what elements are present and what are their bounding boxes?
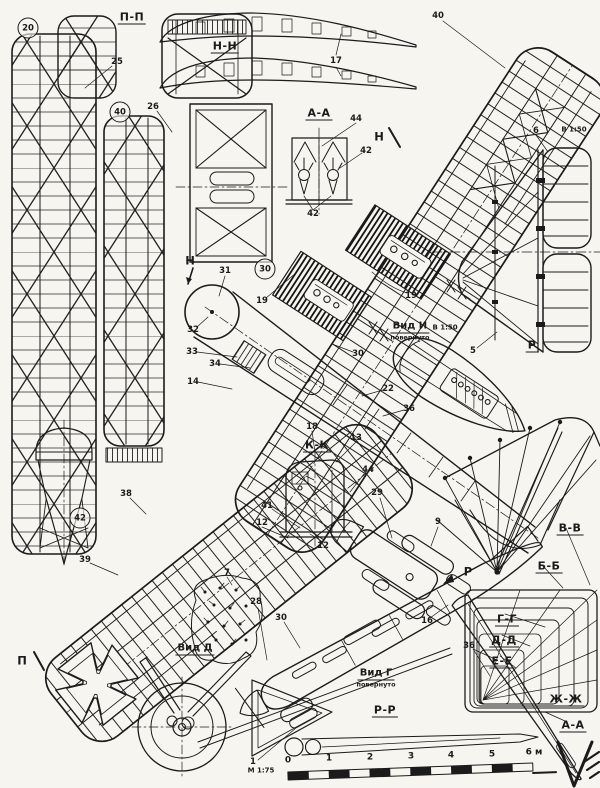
callout: 12 bbox=[317, 540, 329, 551]
callout: 41 bbox=[261, 500, 273, 511]
section-label-zh-zh: Ж-Ж bbox=[549, 692, 583, 706]
callout: 29 bbox=[371, 487, 383, 498]
circled-callout-40: 40 bbox=[110, 102, 131, 123]
scale-tick-1: 1 bbox=[325, 753, 333, 764]
circled-callout-42: 42 bbox=[70, 508, 91, 529]
callout: 7 bbox=[224, 567, 230, 578]
cut-letter-n-1: Н bbox=[185, 253, 195, 268]
view-label-g bbox=[356, 668, 395, 689]
callout: 42 bbox=[360, 145, 372, 156]
view-label-i bbox=[390, 321, 457, 342]
scale-tick-5: 5 bbox=[488, 749, 496, 760]
section-label-r-r: Р-Р bbox=[373, 703, 397, 717]
section-label-a-a-top: А-А bbox=[307, 106, 331, 120]
callout: 30 bbox=[275, 612, 287, 623]
view-i-sub: повернуто bbox=[390, 333, 430, 342]
section-label-r-fin: Р bbox=[527, 338, 537, 352]
callout: 42 bbox=[307, 208, 319, 219]
scale-bar bbox=[288, 762, 556, 782]
callout: 12 bbox=[256, 517, 268, 528]
view-i-title: Вид И bbox=[392, 320, 428, 332]
cut-letter-p: П bbox=[17, 653, 27, 668]
callout: 26 bbox=[147, 101, 159, 112]
callout: 33 bbox=[186, 346, 198, 357]
callout: 1 bbox=[250, 756, 256, 767]
callout: 44 bbox=[362, 464, 374, 475]
view-g-sub: повернуто bbox=[356, 680, 396, 689]
scale-tick-3: 3 bbox=[407, 751, 415, 762]
section-label-v-v: В-В bbox=[558, 521, 582, 535]
view-d-title: Вид Д bbox=[177, 642, 213, 654]
center-section-panel bbox=[176, 104, 288, 262]
callout: 25 bbox=[111, 56, 123, 67]
callout: 32 bbox=[187, 324, 199, 335]
section-label-k-k: К-К bbox=[304, 438, 330, 452]
callout: 16 bbox=[421, 615, 433, 626]
section-label-e-e: Е-Е bbox=[491, 654, 513, 668]
callout: 36 bbox=[403, 403, 415, 414]
circled-callout-30: 30 bbox=[255, 259, 276, 280]
view-g-title: Вид Г bbox=[359, 667, 393, 679]
cut-letter-r: Р bbox=[463, 564, 473, 579]
callout: 13 bbox=[350, 432, 362, 443]
airfoil-section-n-n bbox=[160, 55, 416, 89]
section-label-b-b: Б-Б bbox=[537, 559, 561, 573]
section-label-p-p: П-П bbox=[119, 10, 145, 24]
scale-tick-6m: 6 м bbox=[525, 747, 543, 758]
scale-tick-2: 2 bbox=[366, 752, 374, 763]
cut-letter-n-2: Н bbox=[374, 129, 384, 144]
callout: 28 bbox=[250, 596, 262, 607]
callout: 5 bbox=[470, 345, 476, 356]
section-a-a-view bbox=[286, 128, 352, 214]
wing-panel-truss-left-b bbox=[104, 116, 164, 462]
tail-boom-side-view bbox=[451, 593, 589, 784]
callout: 44 bbox=[350, 113, 362, 124]
callout: 40 bbox=[432, 10, 444, 21]
scale-bar-label: М 1:75 bbox=[247, 766, 275, 775]
callout: 6 bbox=[533, 125, 539, 136]
callout: 36 bbox=[463, 640, 475, 651]
callout: 30 bbox=[352, 348, 364, 359]
section-label-n-n: Н-Н bbox=[212, 39, 238, 53]
scale-note-fin: В 1:50 bbox=[561, 125, 587, 134]
callout: 14 bbox=[187, 376, 199, 387]
callout: 19 bbox=[256, 295, 268, 306]
callout: 19 bbox=[405, 290, 417, 301]
scale-tick-4: 4 bbox=[447, 750, 455, 761]
view-i-scale: В 1:50 bbox=[432, 323, 458, 332]
section-label-d-d: Д-Д bbox=[491, 633, 517, 647]
callout: 22 bbox=[382, 383, 394, 394]
wing-panel-truss-left-a bbox=[12, 34, 96, 554]
callout: 38 bbox=[120, 488, 132, 499]
callout: 31 bbox=[219, 265, 231, 276]
callout: 34 bbox=[209, 358, 221, 369]
callout: 9 bbox=[435, 516, 441, 527]
circled-callout-20: 20 bbox=[18, 18, 39, 39]
section-label-a-a-bottom: А-А bbox=[561, 718, 585, 732]
callout: 18 bbox=[306, 421, 318, 432]
scale-tick-0: 0 bbox=[284, 755, 292, 766]
view-label-d bbox=[175, 643, 214, 656]
callout: 17 bbox=[330, 55, 342, 66]
callout: 39 bbox=[79, 554, 91, 565]
section-label-g-g: Г-Г bbox=[496, 612, 518, 626]
